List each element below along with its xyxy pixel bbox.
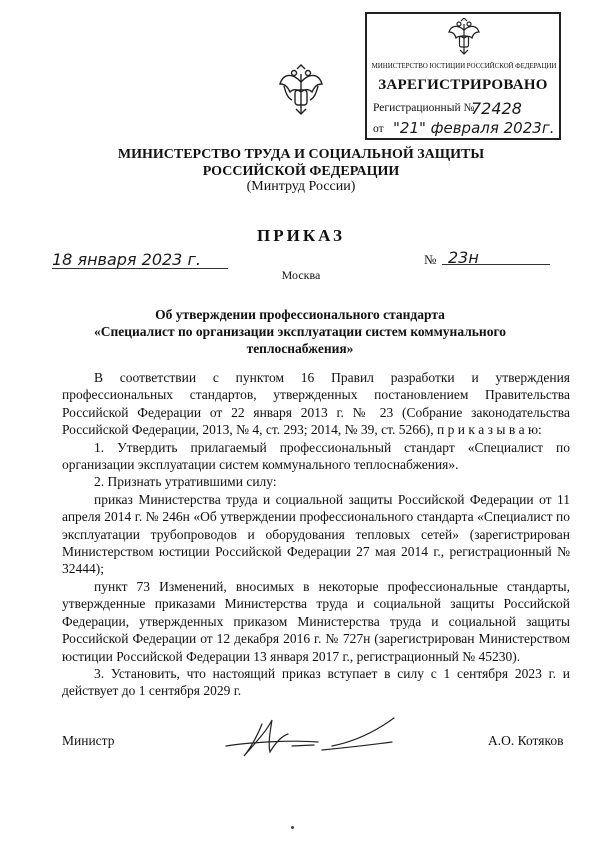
order-number: 23н	[448, 248, 479, 267]
order-city: Москва	[281, 268, 321, 282]
subject-line3: теплоснабжения»	[246, 341, 354, 356]
stamp-reg-label: Регистрационный №	[373, 102, 475, 114]
subject-line1: Об утверждении профессионального стандарта	[155, 307, 445, 322]
stamp-date-value: "21" февраля 2023г.	[393, 119, 555, 137]
ministry-short-name: (Минтруд России)	[246, 179, 356, 194]
stamp-date-line	[373, 119, 555, 137]
registration-stamp	[365, 12, 561, 140]
stamp-date-prefix: от	[373, 123, 384, 135]
paragraph-item-2-a: приказ Министерства труда и социальной защиты Российской Федерации от 11 апреля 2014 г. № 246н «Об утверждении профессионального стандарта «Специалист по эксплуатации трубопроводов и оборудования тепловых сетей» (зарегистрирован Министерством юстиции Российской Федерации 27 мая 2014 г., регистрационный № 32444);	[62, 491, 570, 577]
order-subject	[40, 306, 560, 357]
signer-role: Министр	[62, 733, 115, 748]
order-title: ПРИКАЗ	[257, 226, 345, 245]
subject-line2: «Специалист по организации эксплуатации систем коммунального	[93, 324, 506, 339]
handwritten-signature-icon	[222, 712, 402, 762]
paragraph-item-3: 3. Установить, что настоящий приказ вступает в силу с 1 сентября 2023 г. и действует до 1 сентября 2029 г.	[62, 665, 570, 699]
paragraph-item-2-b: пункт 73 Изменений, вносимых в некоторые профессиональные стандарты, утвержденные приказами Министерства труда и социальной защиты Российской Федерации, утвержденных приказом Министерства труда и социальной защиты Российской Федерации от 12 декабря 2016 г. № 727н (зарегистрирован Министерством юстиции Российской Федерации 13 января 2017 г., регистрационный № 45230).	[62, 578, 570, 664]
stamp-reg-number: 72428	[471, 99, 522, 118]
stamp-registration-line	[373, 99, 522, 118]
scan-speck	[291, 826, 294, 829]
order-number-sign: №	[424, 252, 437, 267]
stamp-ministry-name: МИНИСТЕРСТВО ЮСТИЦИИ РОССИЙСКОЙ ФЕДЕРАЦИИ	[371, 62, 557, 70]
paragraph-item-2: 2. Признать утратившими силу:	[94, 474, 277, 490]
double-headed-eagle-icon	[447, 18, 481, 58]
ministry-title-line1: МИНИСТЕРСТВО ТРУДА И СОЦИАЛЬНОЙ ЗАЩИТЫ	[117, 147, 485, 162]
paragraph-preamble: В соответствии с пунктом 16 Правил разработки и утверждения профессиональных стандартов, утвержденных постановлением Правительства Российской Федерации от 22 января 2013 г. № 23 (Собрание законодательства Российской Федерации, 2013, № 4, ст. 293; 2014, № 39, ст. 5266), п р и к а з ы в а ю:	[62, 370, 570, 438]
stamp-status: ЗАРЕГИСТРИРОВАНО	[378, 77, 548, 93]
order-body	[62, 369, 570, 700]
order-date: 18 января 2023 г.	[52, 250, 201, 269]
paragraph-item-1: 1. Утвердить прилагаемый профессиональный стандарт «Специалист по организации эксплуатации систем коммунального теплоснабжения».	[62, 439, 570, 473]
ministry-title-line2: РОССИЙСКОЙ ФЕДЕРАЦИИ	[202, 164, 400, 179]
number-underline	[442, 264, 550, 265]
ministry-title	[0, 146, 602, 180]
signer-name: А.О. Котяков	[488, 733, 564, 748]
double-headed-eagle-icon	[278, 64, 324, 120]
